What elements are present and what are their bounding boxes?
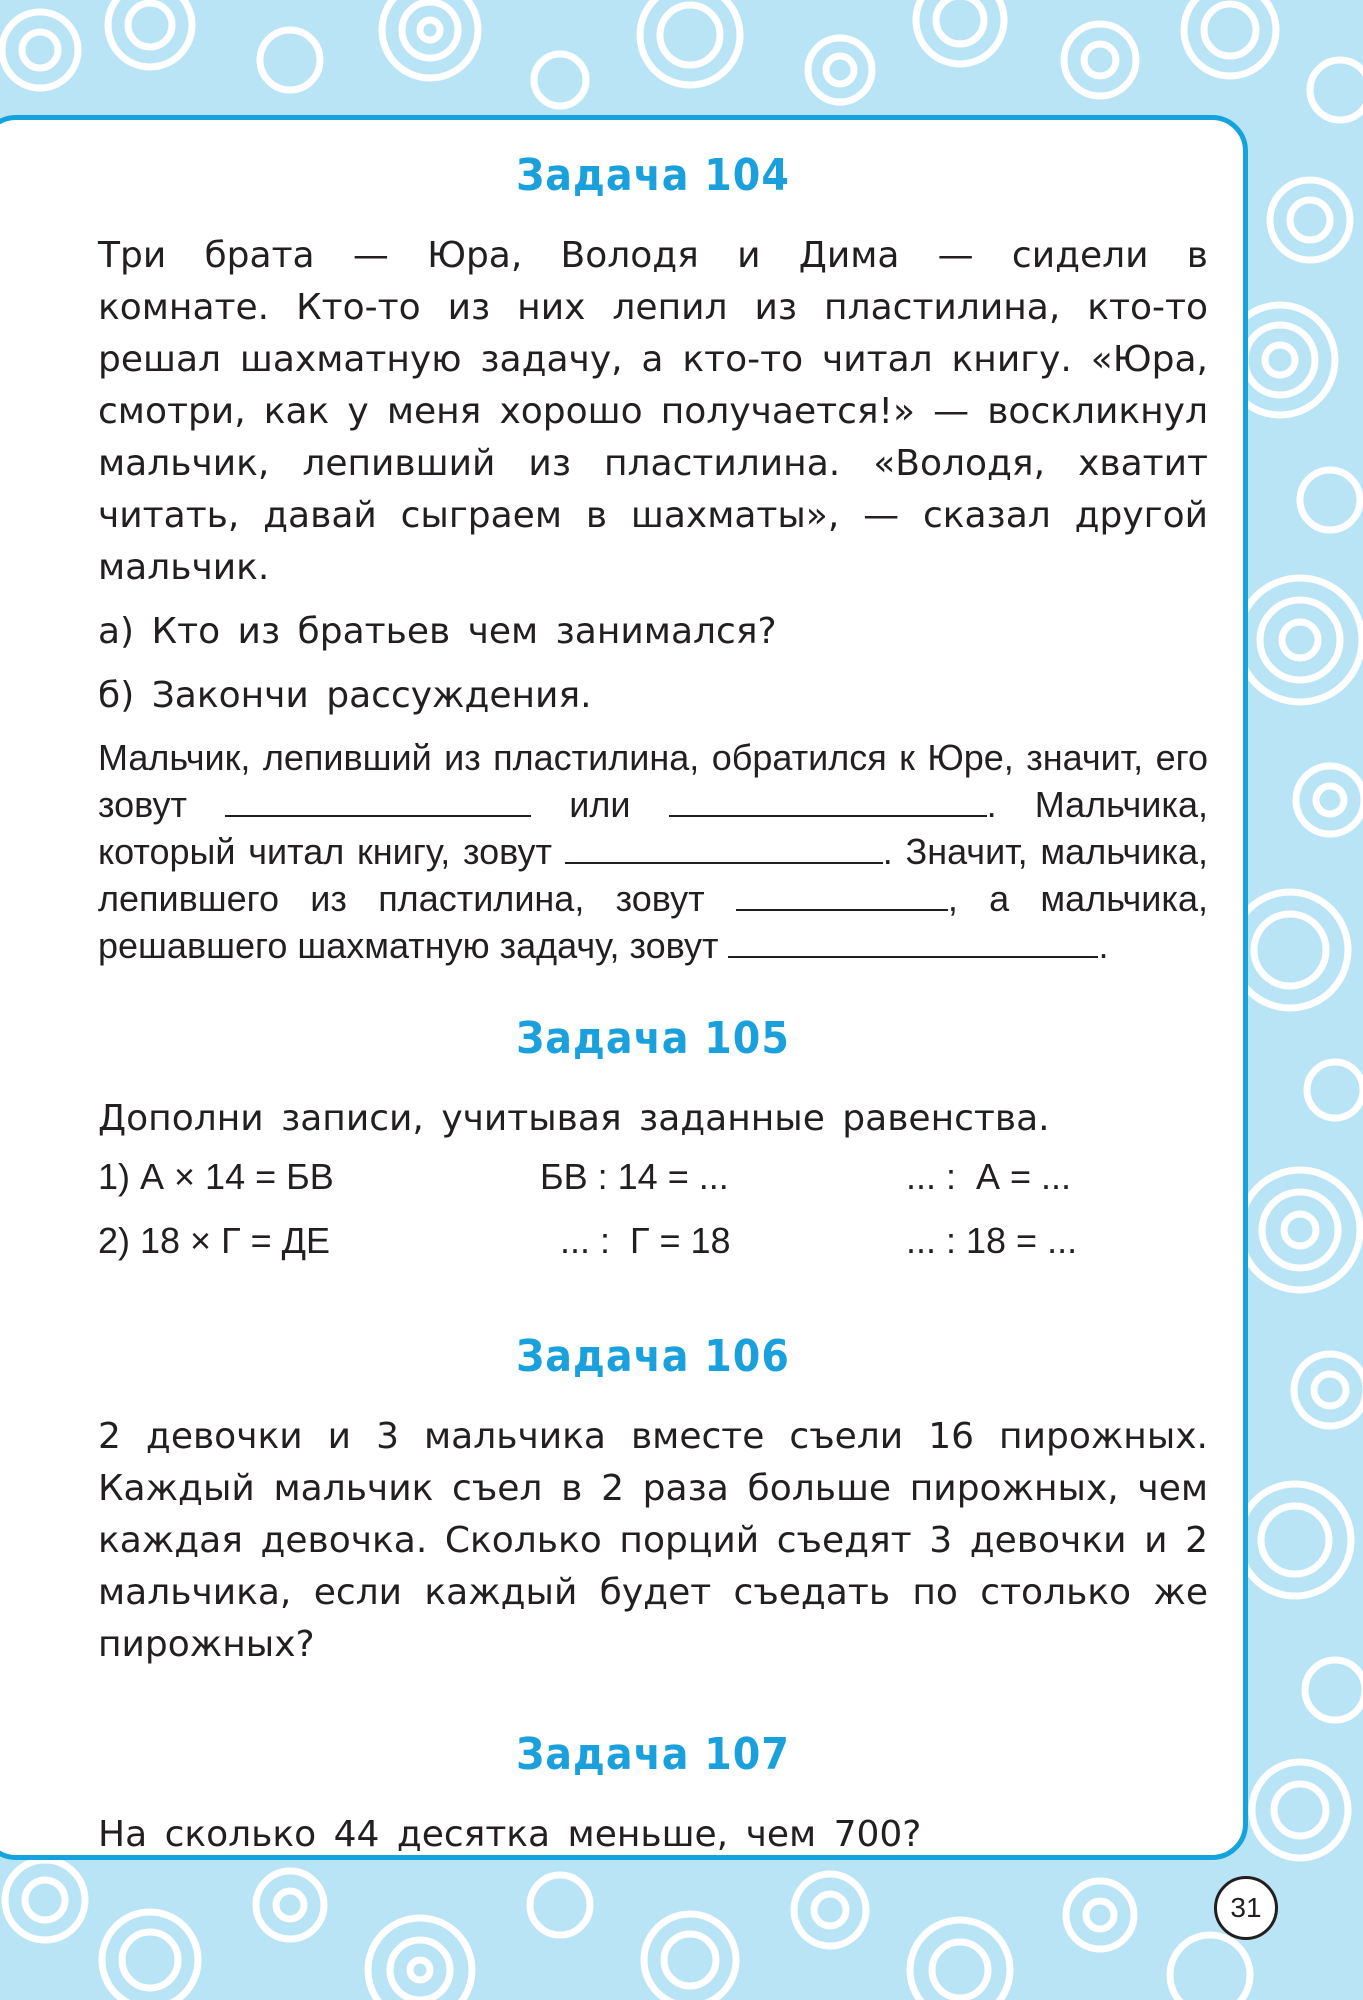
equation-2-given: 2) 18 × Г = ДЕ <box>98 1220 330 1261</box>
task-107-text: На сколько 44 десятка меньше, чем 700? <box>98 1814 922 1855</box>
task-107 <box>98 1729 1208 1861</box>
equation-1-part-3: ... : А = ... <box>906 1156 1072 1197</box>
answer-blank-3[interactable] <box>565 832 883 864</box>
task-104-question-a: а) Кто из братьев чем занимался? <box>98 611 777 652</box>
page-number: 31 <box>1214 1876 1278 1940</box>
task-104-reasoning <box>98 734 1208 969</box>
answer-blank-5[interactable] <box>728 926 1098 958</box>
task-106-title: Задача 106 <box>516 1331 790 1382</box>
task-106 <box>98 1331 1208 1671</box>
equation-row-2 <box>98 1209 1208 1273</box>
equation-1-part-2: БВ : 14 = ... <box>540 1156 729 1197</box>
reasoning-line-3: Значит, мальчика, лепившего из пластилина, зовут <box>98 831 1208 919</box>
equation-2-part-3: ... : 18 = ... <box>906 1220 1078 1261</box>
period: . <box>882 831 893 872</box>
period: . <box>1098 925 1109 966</box>
task-107-title: Задача 107 <box>516 1729 790 1780</box>
answer-blank-1[interactable] <box>225 785 531 817</box>
task-104 <box>98 150 1208 969</box>
task-105-title: Задача 105 <box>516 1013 790 1064</box>
reasoning-or: или <box>569 784 631 825</box>
page-content <box>98 150 1208 1861</box>
equation-1-given: 1) А × 14 = БВ <box>98 1156 334 1197</box>
period: . <box>986 784 997 825</box>
reasoning-line-4: , а мальчика, решавшего шахматную задачу, зовут <box>98 878 1208 966</box>
task-104-question-b: б) Закончи рассуждения. <box>98 675 592 716</box>
task-104-title: Задача 104 <box>516 150 790 201</box>
equation-row-1 <box>98 1145 1208 1209</box>
answer-blank-2[interactable] <box>669 785 987 817</box>
answer-blank-4[interactable] <box>736 879 948 911</box>
reasoning-line-1: Мальчик, лепивший из пластилина, обратился к Юре, значит, его зовут <box>98 737 1208 825</box>
task-104-text: Три брата — Юра, Володя и Дима — сидели в комнате. Кто-то из них лепил из пластилина, кто-то решал шахматную задачу, а кто-то читал книгу. «Юра, смотри, как у меня хорошо получается!» — воскликнул мальчик, лепивший из пластилина. «Володя, хватит читать, давай сыграем в шахматы», — сказал другой мальчик. <box>98 235 1208 588</box>
reasoning-line-2: Мальчика, который читал книгу, зовут <box>98 784 1208 872</box>
equation-2-part-2: ... : Г = 18 <box>560 1220 731 1261</box>
task-105 <box>98 1013 1208 1273</box>
task-105-text: Дополни записи, учитывая заданные равенства. <box>98 1098 1050 1139</box>
task-106-text: 2 девочки и 3 мальчика вместе съели 16 пирожных. Каждый мальчик съел в 2 раза больше пирожных, чем каждая девочка. Сколько порций съедят 3 девочки и 2 мальчика, если каждый будет съедать по столько же пирожных? <box>98 1416 1208 1665</box>
